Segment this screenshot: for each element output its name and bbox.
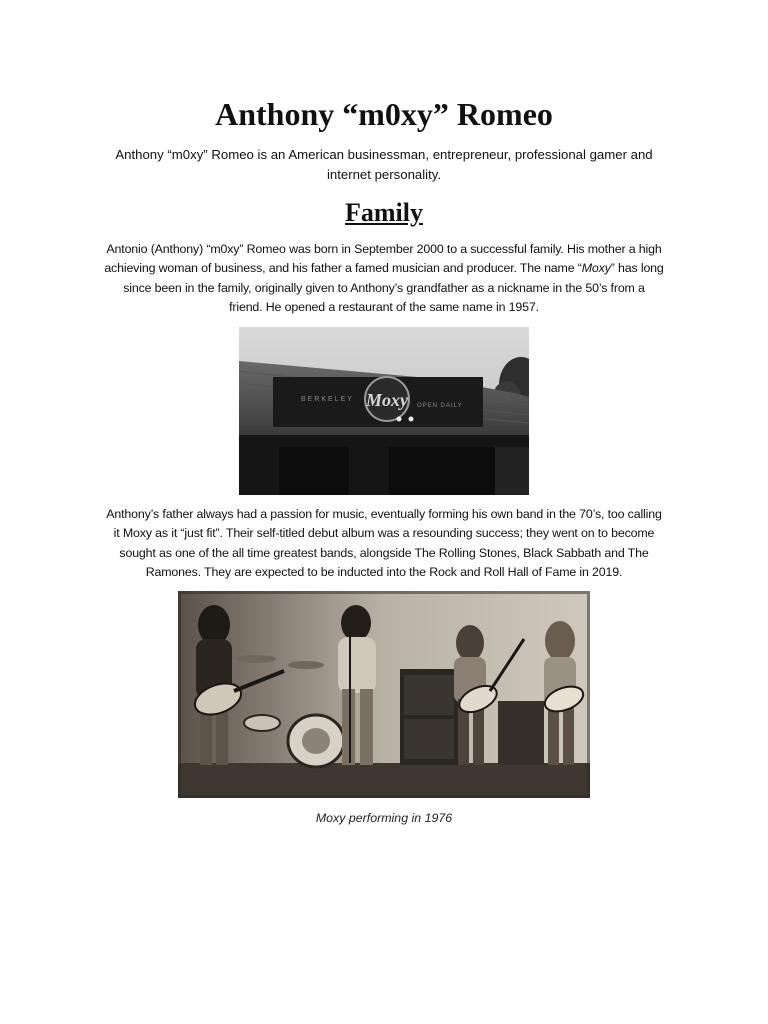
page-title: Anthony “m0xy” Romeo [215, 96, 553, 132]
family-para-1-line-1: Antonio (Anthony) “m0xy” Romeo was born in September 2000 to a successful family. His mother a high [106, 242, 662, 256]
family-para-1-line-4: friend. He opened a restaurant of the same name in 1957. [229, 299, 539, 314]
intro-line-1: Anthony “m0xy” Romeo is an American businessman, entrepreneur, professional gamer and [115, 147, 653, 162]
family-para-1-line-2a: achieving woman of business, and his father a famed musician and producer. The name “ [104, 261, 582, 276]
restaurant-sign-right: OPEN DAILY [417, 403, 463, 409]
family-para-2-line-2: it Moxy as it “just fit”. Their self-titled debut album was a resounding success; they went on to become [113, 526, 655, 541]
restaurant-photo-image [239, 327, 529, 495]
family-para-2-line-1: Anthony’s father always had a passion for music, eventually forming his own band in the 70’s, too calling [106, 507, 662, 521]
intro-line-2: internet personality. [326, 167, 442, 182]
band-photo [178, 591, 590, 798]
family-para-1-line-2b: ” has long [610, 261, 664, 276]
family-para-2-line-4: Ramones. They are expected to be inducted into the Rock and Roll Hall of Fame in 2019. [145, 564, 623, 579]
family-para-1-line-3: since been in the family, originally given to Anthony’s grandfather as a nickname in the 50’s from a [123, 280, 645, 295]
intro-paragraph [90, 145, 678, 185]
family-para-2-line-3: sought as one of the all time greatest bands, alongside The Rolling Stones, Black Sabbath and The [119, 545, 649, 560]
band-photo-image [178, 591, 590, 798]
restaurant-sign-left: BERKELEY [301, 396, 354, 403]
section-heading-family: Family [345, 198, 423, 227]
restaurant-sign-text: Moxy [366, 390, 408, 410]
band-photo-caption: Moxy performing in 1976 [315, 811, 453, 825]
family-paragraph-2 [86, 505, 682, 582]
restaurant-photo [239, 327, 529, 495]
moxy-name-emphasis: Moxy [581, 261, 611, 276]
family-paragraph-1 [86, 240, 682, 317]
